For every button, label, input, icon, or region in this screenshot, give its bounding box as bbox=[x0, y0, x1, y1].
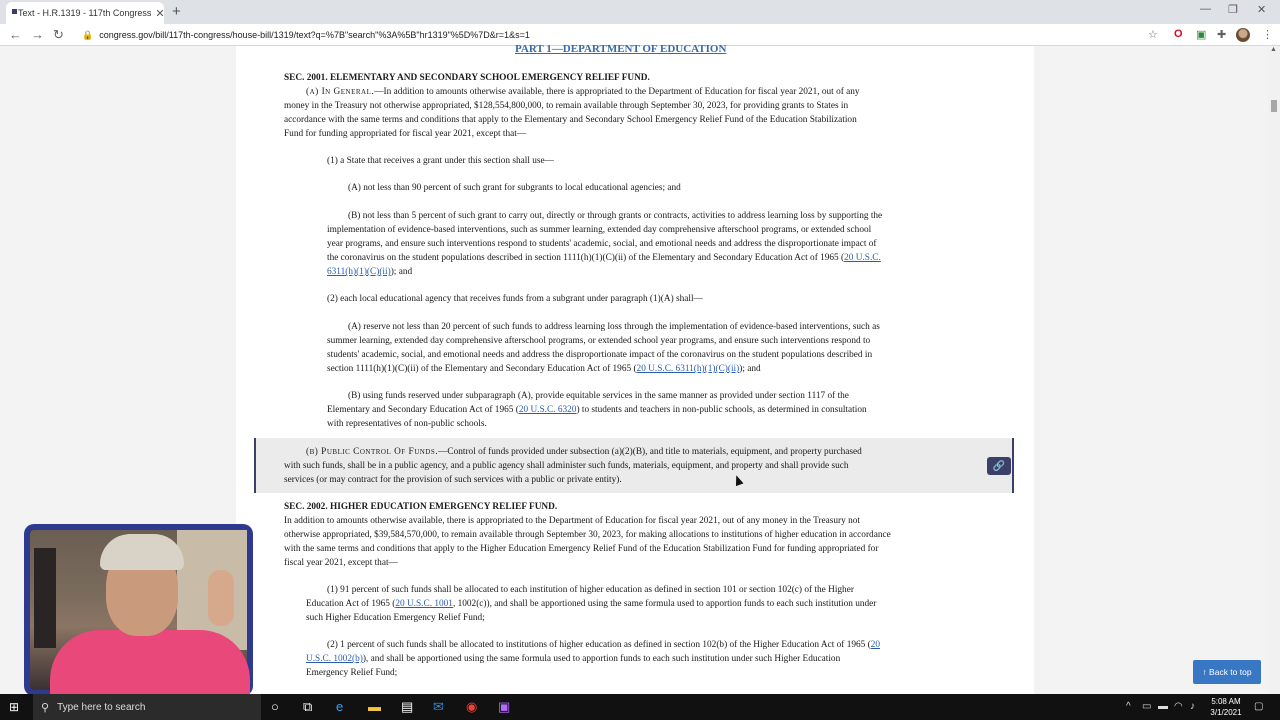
paragraph-1: (1) a State that receives a grant under this section shall use— bbox=[327, 156, 554, 166]
network-icon[interactable]: ▭ bbox=[1142, 701, 1152, 712]
back-to-top-button[interactable]: ↑ Back to top bbox=[1193, 660, 1261, 684]
subparagraph-1B-line3: year programs, and ensure such interventions respond to students' academic, social, and emotional needs and address the disproportionate impact of bbox=[327, 239, 877, 249]
sec-2002-line4: fiscal year 2021, except that— bbox=[284, 558, 398, 568]
file-explorer-icon[interactable]: ▬ bbox=[368, 699, 381, 714]
puzzle-icon[interactable]: ✚ bbox=[1217, 29, 1227, 41]
restore-icon[interactable]: ❐ bbox=[1228, 4, 1238, 16]
subparagraph-2A-line4: section 1111(h)(1)(C)(ii) of the Elementary and Secondary Education Act of 1965 (20 U.S.C. 6311(h)(1)(C)(ii)); and bbox=[327, 364, 761, 374]
usc-6311-link[interactable]: 20 U.S.C. 6311(h)(1)(C)(ii) bbox=[636, 364, 740, 374]
subparagraph-1B-line1: (B) not less than 5 percent of such grant to carry out, directly or through grants or contracts, activities to address learning loss by supporting the bbox=[348, 211, 883, 221]
search-placeholder: Type here to search bbox=[57, 701, 146, 713]
usc-6311-link-part2[interactable]: 6311(h)(1)(C)(ii) bbox=[327, 267, 391, 277]
usc-1002b-link-part2[interactable]: U.S.C. 1002(b) bbox=[306, 654, 363, 664]
sec-2002-p2-line3: Emergency Relief Fund; bbox=[306, 668, 398, 678]
twitch-icon[interactable]: ▣ bbox=[498, 699, 511, 714]
windows-start-icon[interactable]: ⊞ bbox=[9, 700, 20, 714]
subparagraph-1B-line5: 6311(h)(1)(C)(ii)); and bbox=[327, 267, 413, 277]
sec-2002-line3: with the same terms and conditions that apply to the Higher Education Emergency Relief Fund of the Education Stabilization Fund for funding appropriated for bbox=[284, 544, 879, 554]
subparagraph-1B-line2: implementation of evidence-based interventions, such as summer learning, extended day comprehensive afterschool programs, or extended school bbox=[327, 225, 872, 235]
volume-icon[interactable]: ♪ bbox=[1190, 701, 1195, 712]
subsection-b-line3: services (or may contract for the provision of such services with a public or private entity). bbox=[284, 475, 622, 485]
subparagraph-2B-line1: (B) using funds reserved under subparagraph (A), provide equitable services in the same manner as provided under section 1117 of the bbox=[348, 391, 849, 401]
subsection-b-label: (b) Public Control Of Funds. bbox=[306, 447, 439, 457]
sec-2001-a-line4: Fund for funding appropriated for fiscal year 2021, except that— bbox=[284, 129, 527, 139]
sec-2002-p2-line1: (2) 1 percent of such funds shall be allocated to institutions of higher education as defined in section 102(b) of the Higher Education Act of 1965 (20 bbox=[327, 640, 881, 650]
cortana-icon[interactable]: ○ bbox=[271, 699, 279, 714]
page-scrollbar[interactable] bbox=[1268, 46, 1280, 694]
window-close-icon[interactable]: ✕ bbox=[1257, 4, 1267, 16]
tray-chevron-icon[interactable]: ^ bbox=[1126, 701, 1131, 712]
task-view-icon[interactable]: ⧉ bbox=[303, 699, 313, 714]
sec-2001-a-line1: (a) In General.—In addition to amounts otherwise available, there is appropriated to the Department of Education for fiscal year 2021, out of any bbox=[306, 87, 860, 97]
scrollbar-thumb[interactable] bbox=[1271, 100, 1277, 112]
subparagraph-2A-line2: summer learning, extended day comprehensive afterschool programs, or extended school year programs, and ensure such interventions respond to bbox=[327, 336, 871, 346]
store-icon[interactable]: ▤ bbox=[401, 699, 414, 714]
clock-date: 3/1/2021 bbox=[1210, 708, 1242, 717]
usc-6311-link-part1[interactable]: 20 U.S.C. bbox=[844, 253, 881, 263]
webcam-feed bbox=[30, 530, 247, 690]
subparagraph-2A-line3: students' academic, social, and emotional needs and address the disproportionate impact of the coronavirus on the student populations described in bbox=[327, 350, 873, 360]
scroll-up-icon[interactable]: ▲ bbox=[1270, 46, 1277, 53]
pdf-extension-icon[interactable]: ▣ bbox=[1196, 29, 1207, 41]
subsection-a-label: (a) In General. bbox=[306, 87, 375, 97]
subparagraph-2B-line3: with representatives of non-public schools. bbox=[327, 419, 487, 429]
url-text: congress.gov/bill/117th-congress/house-bill/1319/text?q=%7B"search"%3A%5B"hr1319"%5D%7D&r=1&s=1 bbox=[99, 30, 530, 40]
sec-2002-p1-line1: (1) 91 percent of such funds shall be allocated to each institution of higher education as defined in section 101 or section 102(c) of the Higher bbox=[327, 585, 854, 595]
sec-2001-a-line2: money in the Treasury not otherwise appropriated, $128,554,800,000, to remain available through September 30, 2023, for providing grants to States in bbox=[284, 101, 849, 111]
new-tab-button[interactable]: + bbox=[172, 3, 181, 20]
permalink-icon[interactable]: 🔗 bbox=[987, 457, 1011, 475]
tab-title: Text - H.R.1319 - 117th Congress bbox=[18, 8, 152, 18]
clock-time: 5:08 AM bbox=[1211, 697, 1241, 706]
lock-icon: 🔒 bbox=[82, 29, 94, 40]
subparagraph-2A-line1: (A) reserve not less than 20 percent of such funds to address learning loss through the implementation of evidence-based interventions, such as bbox=[348, 322, 880, 332]
address-bar[interactable] bbox=[76, 27, 1172, 43]
usc-1001-link[interactable]: 20 U.S.C. 1001 bbox=[395, 599, 453, 609]
sec-2002-heading: SEC. 2002. HIGHER EDUCATION EMERGENCY RELIEF FUND. bbox=[284, 502, 558, 512]
sec-2002-line1: In addition to amounts otherwise available, there is appropriated to the Department of Education for fiscal year 2021, out of any money in the Treasury not bbox=[284, 516, 860, 526]
battery-icon[interactable]: ▬ bbox=[1158, 701, 1168, 712]
back-icon[interactable]: ← bbox=[9, 27, 22, 42]
minimize-icon[interactable]: — bbox=[1200, 3, 1211, 15]
subparagraph-1B-line4: the coronavirus on the student populations described in section 1111(h)(1)(C)(ii) of the Elementary and Secondary Education Act of 1965 (20 U.S.C. bbox=[327, 253, 881, 263]
taskbar bbox=[0, 694, 1280, 720]
subsection-b-line1: (b) Public Control Of Funds.—Control of funds provided under subsection (a)(2)(B), and title to materials, equipment, and property purchased bbox=[306, 447, 862, 457]
part-heading: PART 1—DEPARTMENT OF EDUCATION bbox=[515, 43, 727, 55]
reload-icon[interactable]: ↻ bbox=[53, 27, 64, 42]
subparagraph-2B-line2: Elementary and Secondary Education Act of 1965 (20 U.S.C. 6320) to students and teachers in non-public schools, as determined in consultation bbox=[327, 405, 867, 415]
taskbar-clock[interactable] bbox=[1204, 696, 1248, 718]
sec-2001-a-line3: accordance with the same terms and conditions that apply to the Elementary and Secondary School Emergency Relief Fund of the Education Stabilization bbox=[284, 115, 857, 125]
usc-6320-link[interactable]: 20 U.S.C. 6320 bbox=[518, 405, 577, 415]
opera-icon[interactable]: O bbox=[1174, 28, 1183, 40]
sec-2002-line2: otherwise appropriated, $39,584,570,000, to remain available through September 30, 2023, for making allocations to institutions of higher education in accordance bbox=[284, 530, 891, 540]
edge-icon[interactable]: e bbox=[336, 699, 344, 714]
mail-icon[interactable]: ✉ bbox=[433, 699, 444, 714]
search-icon: ⚲ bbox=[41, 701, 50, 714]
paragraph-2: (2) each local educational agency that receives funds from a subgrant under paragraph (1)(A) shall— bbox=[327, 294, 703, 304]
sec-2002-p2-line2: U.S.C. 1002(b)), and shall be apportioned using the same formula used to apportion funds to each such institution under such Higher Education bbox=[306, 654, 841, 664]
close-tab-icon[interactable]: ✕ bbox=[155, 7, 165, 20]
notifications-icon[interactable]: ▢ bbox=[1254, 701, 1264, 712]
subparagraph-1A: (A) not less than 90 percent of such grant for subgrants to local educational agencies; and bbox=[348, 183, 681, 193]
usc-1002b-link-part1[interactable]: 20 bbox=[870, 640, 881, 650]
forward-icon[interactable]: → bbox=[31, 27, 44, 42]
tab-strip bbox=[0, 0, 1280, 24]
taskbar-search[interactable] bbox=[33, 694, 261, 720]
browser-tab[interactable] bbox=[6, 2, 164, 24]
webcam-overlay bbox=[24, 524, 253, 696]
subsection-b-line2: with such funds, shall be in a public agency, and a public agency shall administer such funds, materials, equipment, and property and shall provide such bbox=[284, 461, 849, 471]
profile-avatar[interactable] bbox=[1236, 28, 1250, 42]
star-icon[interactable]: ☆ bbox=[1148, 29, 1158, 41]
chrome-icon[interactable]: ◉ bbox=[466, 699, 478, 714]
menu-icon[interactable]: ⋮ bbox=[1262, 29, 1273, 41]
sec-2002-p1-line3: such Higher Education Emergency Relief Fund; bbox=[306, 613, 485, 623]
sec-2002-p1-line2: Education Act of 1965 (20 U.S.C. 1001, 1002(c)), and shall be apportioned using the same formula used to apportion funds to each such institution under bbox=[306, 599, 877, 609]
wifi-icon[interactable]: ◠ bbox=[1174, 701, 1183, 712]
sec-2001-heading: SEC. 2001. ELEMENTARY AND SECONDARY SCHOOL EMERGENCY RELIEF FUND. bbox=[284, 73, 650, 83]
